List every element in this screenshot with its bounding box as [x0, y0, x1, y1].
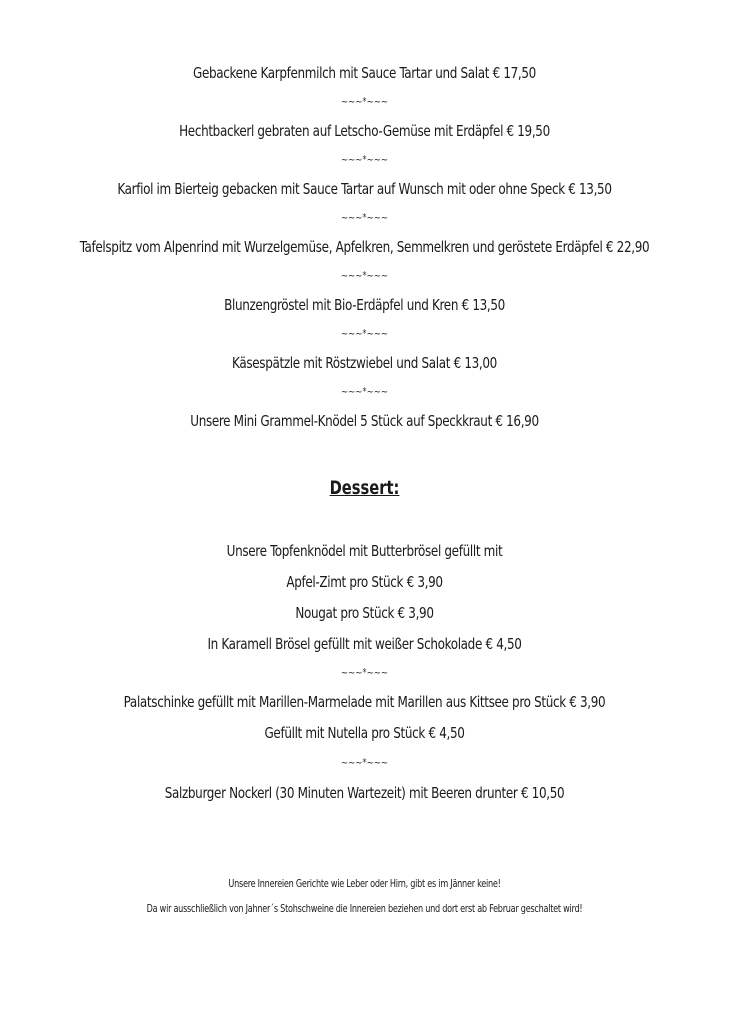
dessert-item-karamell: In Karamell Brösel gefüllt mit weißer Schokolade € 4,50 [207, 635, 522, 653]
menu-item-karfiol: Karfiol im Bierteig gebacken mit Sauce Tartar auf Wunsch mit oder ohne Speck € 13,50 [117, 180, 612, 198]
dessert-item-topfenknoedel: Unsere Topfenknödel mit Butterbrösel gefüllt mit [226, 542, 503, 560]
dessert-heading: Dessert: [329, 477, 400, 499]
separator: ~~~*~~~ [340, 269, 389, 282]
menu-item-kaesespaetzle: Käsespätzle mit Röstzwiebel und Salat € 13,00 [232, 354, 497, 372]
separator: ~~~*~~~ [340, 327, 389, 340]
dessert-item-nougat: Nougat pro Stück € 3,90 [295, 604, 434, 622]
menu-item-blunzengroestel: Blunzengröstel mit Bio-Erdäpfel und Kren € 13,50 [224, 296, 505, 314]
separator: ~~~*~~~ [340, 211, 389, 224]
dessert-item-nutella: Gefüllt mit Nutella pro Stück € 4,50 [264, 724, 465, 742]
dessert-item-apfel-zimt: Apfel-Zimt pro Stück € 3,90 [286, 573, 443, 591]
menu-item-grammelknoedel: Unsere Mini Grammel-Knödel 5 Stück auf Speckkraut € 16,90 [190, 412, 539, 430]
menu-item-tafelspitz: Tafelspitz vom Alpenrind mit Wurzelgemüse, Apfelkren, Semmelkren und geröstete Erdäpfel € 22,90 [79, 238, 650, 256]
separator: ~~~*~~~ [340, 385, 389, 398]
separator: ~~~*~~~ [340, 666, 389, 679]
dessert-item-palatschinke: Palatschinke gefüllt mit Marillen-Marmelade mit Marillen aus Kittsee pro Stück € 3,90 [123, 693, 606, 711]
menu-item-karpfenmilch: Gebackene Karpfenmilch mit Sauce Tartar und Salat € 17,50 [193, 64, 536, 82]
footnote-lieferant: Da wir ausschließlich von Jahner´s Stohschweine die Innereien beziehen und dort erst ab Februar geschaltet wird! [146, 903, 583, 915]
footnote-innereien: Unsere Innereien Gerichte wie Leber oder Hirn, gibt es im Jänner keine! [228, 878, 501, 890]
separator: ~~~*~~~ [340, 153, 389, 166]
separator: ~~~*~~~ [340, 756, 389, 769]
menu-item-hechtbackerl: Hechtbackerl gebraten auf Letscho-Gemüse mit Erdäpfel € 19,50 [179, 122, 550, 140]
dessert-item-salzburger-nockerl: Salzburger Nockerl (30 Minuten Wartezeit) mit Beeren drunter € 10,50 [164, 784, 565, 802]
separator: ~~~*~~~ [340, 95, 389, 108]
